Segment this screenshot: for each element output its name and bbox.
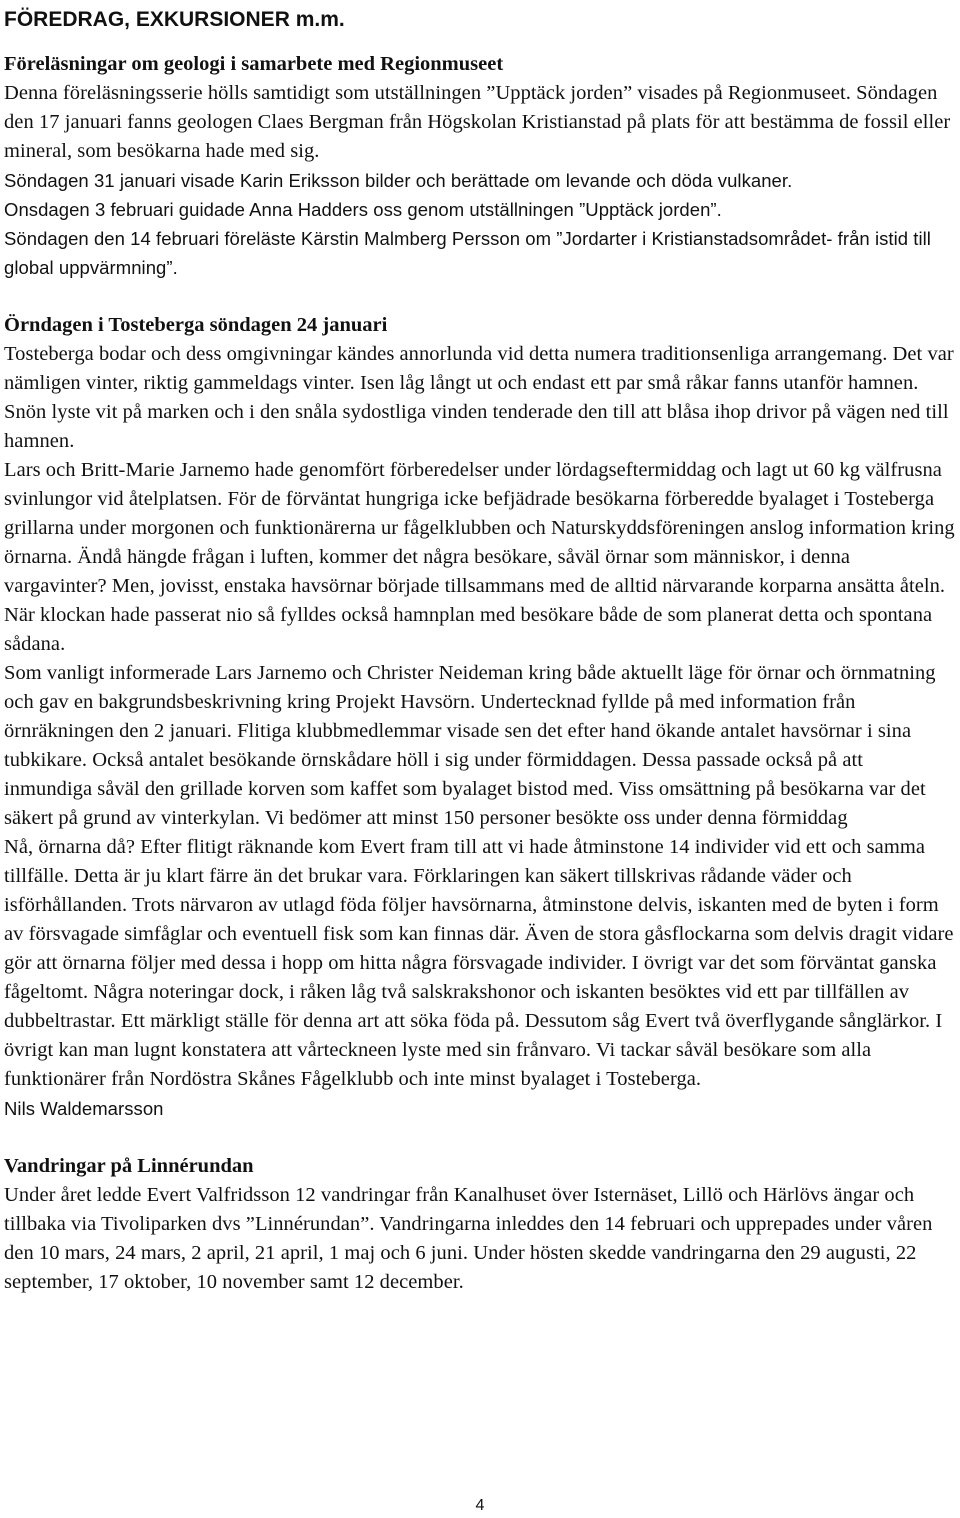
paragraph: Lars och Britt-Marie Jarnemo hade genomfört förberedelser under lördagseftermiddag och lagt ut 60 kg välfrusna svinlungor vid åtelplatsen. För de förväntat hungriga icke befjädrade besökarna förberedde byalaget i Tosteberga grillarna under morgonen och funktionärerna ur fågelklubben och Naturskyddsföreningen anslog information kring örnarna. Ändå hängde frågan i luften, kommer det några besökare, såväl örnar som människor, i denna vargavinter? Men, jovisst, enstaka havsörnar började tillsammans med de alltid närvarande korparna ansätta åteln. När klockan hade passerat nio så fylldes också hamnplan med besökare både de som planerat detta och spontana sådana. — [4, 459, 955, 655]
paragraph: Tosteberga bodar och dess omgivningar kändes annorlunda vid detta numera traditionsenliga arrangemang. Det var nämligen vinter, riktig gammeldags vinter. Isen låg långt ut och endast ett par små råkar fanns utanför hamnen. Snön lyste vit på marken och i den snåla sydostliga vinden tenderade den till att blåsa ihop drivor på vägen ned till hamnen. — [4, 343, 954, 452]
section-heading: Föreläsningar om geologi i samarbete med Regionmuseet — [4, 53, 504, 75]
section-spacer — [4, 1123, 956, 1152]
section-heading: Örndagen i Tosteberga söndagen 24 januari — [4, 314, 388, 336]
section-heading: Vandringar på Linnérundan — [4, 1155, 254, 1177]
section-spacer — [4, 282, 956, 311]
page-title: FÖREDRAG, EXKURSIONER m.m. — [4, 8, 345, 31]
section-eagle-day — [4, 311, 956, 1123]
document-page — [4, 6, 956, 1297]
paragraph: Söndagen 31 januari visade Karin Eriksson bilder och berättade om levande och döda vulkaner. — [4, 170, 793, 191]
section-linne-walks — [4, 1152, 956, 1297]
paragraph: Nå, örnarna då? Efter flitigt räknande kom Evert fram till att vi hade åtminstone 14 individer vid ett och samma tillfälle. Detta är ju klart färre än det brukar vara. Förklaringen kan säkert tillskrivas rådande väder och isförhållanden. Trots närvaron av utlagd föda följer havsörnarna, åtminstone delvis, iskanten med de byten i form av försvagade simfåglar och eventuell fisk som kan finnas där. Även de stora gåsflockarna som delvis dragit vidare gör att örnarna följer med dessa i hopp om hitta några försvagade individer. I övrigt var det som förväntat ganska fågeltomt. Några noteringar dock, i råken låg två salskrakshonor och iskanten besöktes vid ett par tillfällen av dubbeltrastar. Ett märkligt ställe för denna art att söka föda på. Dessutom såg Evert två överflygande sånglärkor. I övrigt kan man lugnt konstatera att vårteckneen lyste med sin frånvaro. Vi tackar såväl besökare som alla funktionärer från Nordöstra Skånes Fågelklubb och inte minst byalaget i Tosteberga. — [4, 836, 954, 1090]
paragraph: Under året ledde Evert Valfridsson 12 vandringar från Kanalhuset över Isternäset, Lillö och Härlövs ängar och tillbaka via Tivoliparken dvs ”Linnérundan”. Vandringarna inleddes den 14 februari och upprepades under våren den 10 mars, 24 mars, 2 april, 21 april, 1 maj och 6 juni. Under hösten skedde vandringarna den 29 augusti, 22 september, 17 oktober, 10 november samt 12 december. — [4, 1184, 933, 1293]
author-signature: Nils Waldemarsson — [4, 1098, 164, 1119]
paragraph: Denna föreläsningsserie hölls samtidigt som utställningen ”Upptäck jorden” visades på Regionmuseet. Söndagen den 17 januari fanns geologen Claes Bergman från Högskolan Kristianstad på plats för att bestämma de fossil eller mineral, som besökarna hade med sig. — [4, 82, 951, 162]
section-geology-lectures — [4, 50, 956, 282]
page-number: 4 — [475, 1497, 485, 1514]
paragraph: Söndagen den 14 februari föreläste Kärstin Malmberg Persson om ”Jordarter i Kristianstadsområdet- från istid till global uppvärmning”. — [4, 228, 931, 278]
paragraph: Som vanligt informerade Lars Jarnemo och Christer Neideman kring både aktuellt läge för örnar och örnmatning och gav en bakgrundsbeskrivning kring Projekt Havsörn. Undertecknad fyllde på med information från örnräkningen den 2 januari. Flitiga klubbmedlemmar visade sen det efter hand ökande antalet havsörnar i sina tubkikare. Också antalet besökande örnskådare höll i sig under förmiddagen. Dessa passade också på att inmundiga såväl den grillade korven som kaffet som byalaget bistod med. Viss omsättning på besökarna var det säkert på grund av vinterkylan. Vi bedömer att minst 150 personer besökte oss under denna förmiddag — [4, 662, 936, 829]
paragraph: Onsdagen 3 februari guidade Anna Hadders oss genom utställningen ”Upptäck jorden”. — [4, 199, 722, 220]
